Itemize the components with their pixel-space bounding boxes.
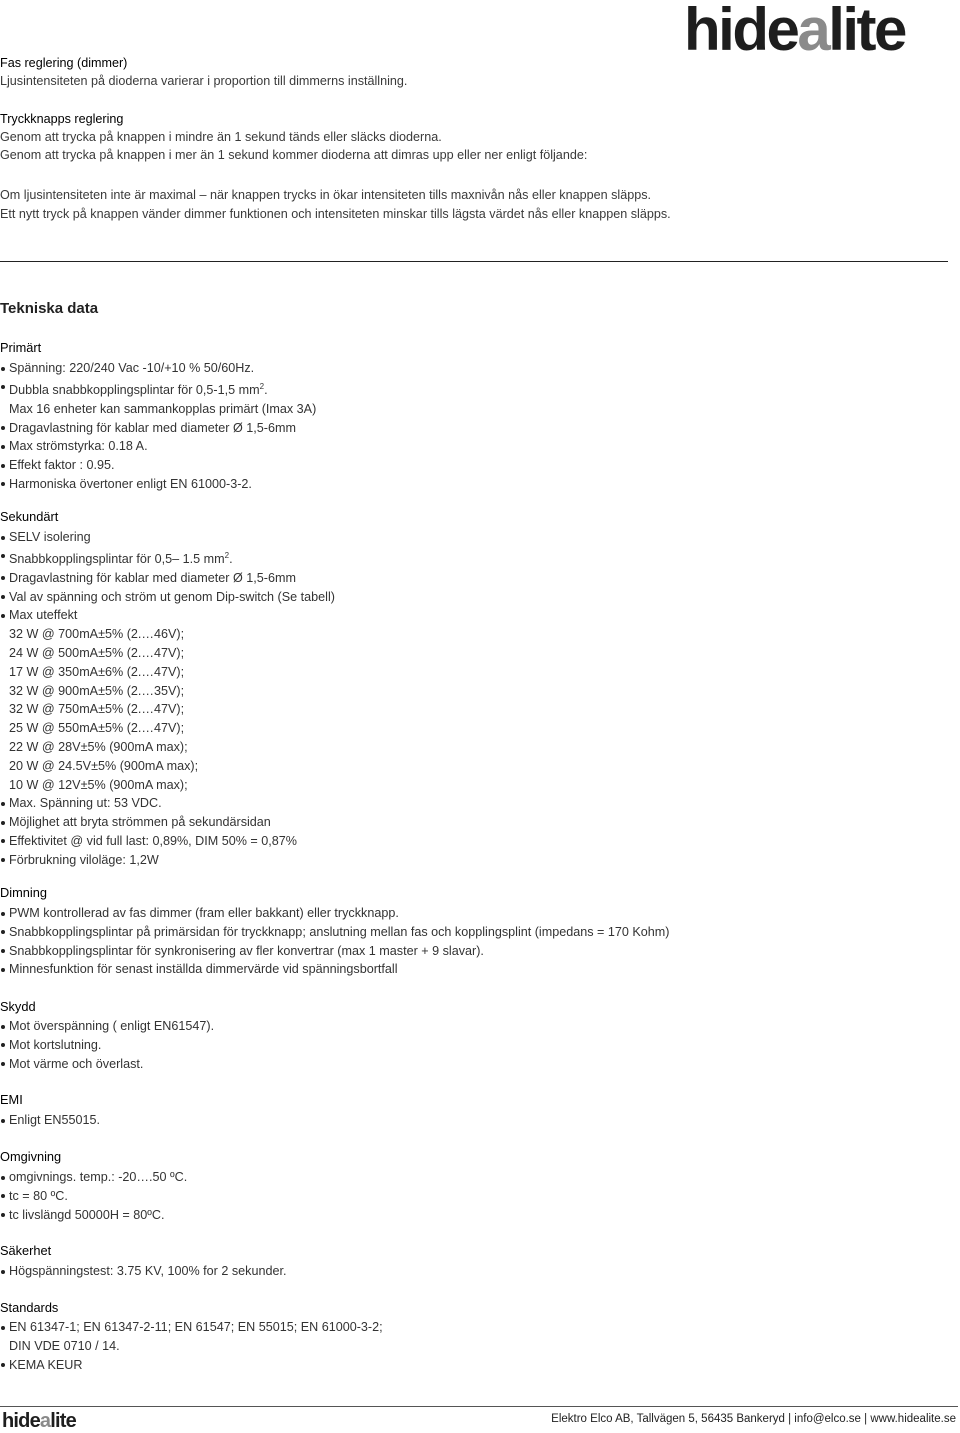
list-item-suffix: .	[229, 551, 233, 566]
footer-divider	[0, 1406, 958, 1407]
fas-reglering-text: Ljusintensiteten på dioderna varierar i proportion till dimmerns inställning.	[0, 74, 408, 88]
list-item-text: Val av spänning och ström ut genom Dip-switch (Se tabell)	[9, 589, 335, 604]
list-omgivning	[0, 1168, 187, 1224]
list-skydd	[0, 1017, 214, 1073]
list-item-text: 25 W @ 550mA±5% (2.…47V);	[9, 721, 185, 736]
list-sekundart	[0, 528, 335, 870]
list-item	[0, 776, 335, 795]
list-item-text: Effektivitet @ vid full last: 0,89%, DIM 50% = 0,87%	[9, 833, 297, 848]
section-title-dimning: Dimning	[0, 885, 47, 900]
list-item	[0, 682, 335, 701]
list-item	[0, 738, 335, 757]
list-item-text: Möjlighet att bryta strömmen på sekundärsidan	[9, 815, 271, 830]
list-item-text: 32 W @ 900mA±5% (2.…35V);	[9, 683, 185, 698]
list-item-text: Max uteffekt	[9, 608, 78, 623]
list-item	[0, 1017, 214, 1036]
list-item-text: Förbrukning viloläge: 1,2W	[9, 852, 159, 867]
list-item-text: PWM kontrollerad av fas dimmer (fram eller bakkant) eller tryckknapp.	[9, 906, 399, 920]
list-item	[0, 1036, 214, 1055]
list-dimning	[0, 904, 670, 979]
section-title-emi: EMI	[0, 1092, 23, 1107]
list-item	[0, 719, 335, 738]
intro-paragraph-2: Ett nytt tryck på knappen vänder dimmer funktionen och intensiteten minskar tills lägsta värdet nås eller knappen släpps.	[0, 207, 671, 221]
list-item-text: Mot kortslutning.	[9, 1037, 102, 1052]
list-item	[0, 475, 316, 494]
footer-logo-part1: hide	[2, 1410, 40, 1432]
section-title-standards: Standards	[0, 1300, 59, 1315]
list-item-text: 10 W @ 12V±5% (900mA max);	[9, 777, 188, 792]
list-item	[0, 528, 335, 547]
list-item	[0, 378, 316, 400]
section-title-primart: Primärt	[0, 340, 42, 355]
list-item-text: omgivnings. temp.: -20….50 ºC.	[9, 1170, 188, 1184]
footer-logo-part2: a	[39, 1410, 51, 1432]
list-item-text: Mot värme och överlast.	[9, 1056, 144, 1071]
section-title-sekundart: Sekundärt	[0, 509, 59, 524]
list-item	[0, 942, 670, 961]
footer-contact: Elektro Elco AB, Tallvägen 5, 56435 Bankeryd | info@elco.se | www.hidealite.se	[551, 1413, 956, 1425]
list-item-text: Max strömstyrka: 0.18 A.	[9, 439, 148, 454]
list-emi	[0, 1111, 100, 1130]
list-item-text: DIN VDE 0710 / 14.	[9, 1338, 120, 1353]
brand-logo	[684, 0, 905, 63]
list-item-text: 32 W @ 700mA±5% (2.…46V);	[9, 627, 185, 642]
list-item-text: SELV isolering	[9, 530, 91, 544]
list-item-text: Snabbkopplingsplintar på primärsidan för tryckknapp; anslutning mellan fas och kopplingsplint (impedans = 170 Kohm)	[9, 924, 670, 939]
list-item	[0, 960, 670, 979]
list-item-text: 20 W @ 24.5V±5% (900mA max);	[9, 758, 199, 773]
list-item	[0, 1055, 214, 1074]
list-primart	[0, 359, 316, 494]
list-item	[0, 794, 335, 813]
section-title-omgivning: Omgivning	[0, 1149, 62, 1164]
list-item	[0, 832, 335, 851]
list-item-text: 24 W @ 500mA±5% (2.…47V);	[9, 645, 185, 660]
list-item	[0, 1206, 187, 1225]
list-item	[0, 1318, 383, 1337]
list-item	[0, 606, 335, 625]
list-item	[0, 437, 316, 456]
list-item-text: Mot överspänning ( enligt EN61547).	[9, 1019, 215, 1033]
list-item	[0, 625, 335, 644]
list-item	[0, 1262, 287, 1281]
list-item	[0, 1337, 383, 1356]
section-title-sakerhet: Säkerhet	[0, 1243, 52, 1258]
list-item	[0, 813, 335, 832]
list-item-text: Högspänningstest: 3.75 KV, 100% for 2 sekunder.	[9, 1264, 287, 1278]
list-item-text: Dragavlastning för kablar med diameter Ø 1,5-6mm	[9, 570, 296, 585]
section-title-skydd: Skydd	[0, 999, 36, 1014]
list-item-text: Snabbkopplingsplintar för 0,5– 1.5 mm	[9, 551, 225, 566]
logo-text-part2: a	[797, 0, 829, 63]
list-item	[0, 700, 335, 719]
list-item	[0, 419, 316, 438]
divider	[0, 261, 948, 262]
list-item	[0, 644, 335, 663]
list-item	[0, 851, 335, 870]
list-item-text: Max 16 enheter kan sammankopplas primärt (Imax 3A)	[9, 401, 317, 416]
list-item-text: tc = 80 ºC.	[9, 1188, 68, 1203]
list-item	[0, 904, 670, 923]
list-item-text: Dragavlastning för kablar med diameter Ø 1,5-6mm	[9, 420, 296, 435]
list-standards	[0, 1318, 383, 1374]
tryckknapp-title: Tryckknapps reglering	[0, 112, 124, 126]
list-item	[0, 359, 316, 378]
list-item-text: Minnesfunktion för senast inställda dimmervärde vid spänningsbortfall	[9, 962, 398, 977]
list-item-text: Spänning: 220/240 Vac -10/+10 % 50/60Hz.	[9, 361, 255, 375]
list-item	[0, 1187, 187, 1206]
intro-paragraph-1: Om ljusintensiteten inte är maximal – när knappen trycks in ökar intensiteten tills maxnivån nås eller knappen släpps.	[0, 188, 652, 202]
list-item-text: Effekt faktor : 0.95.	[9, 458, 115, 473]
list-sakerhet	[0, 1262, 287, 1281]
list-item-text: tc livslängd 50000H = 80ºC.	[9, 1207, 165, 1222]
list-item	[0, 1356, 383, 1375]
list-item-text: Max. Spänning ut: 53 VDC.	[9, 796, 162, 811]
list-item-text: 22 W @ 28V±5% (900mA max);	[9, 739, 188, 754]
list-item-text: 17 W @ 350mA±6% (2.…47V);	[9, 664, 185, 679]
list-item-text: 32 W @ 750mA±5% (2.…47V);	[9, 702, 185, 717]
list-item	[0, 547, 335, 569]
tekniska-data-heading: Tekniska data	[0, 300, 99, 317]
list-item	[0, 569, 335, 588]
superscript: 2	[259, 381, 265, 391]
list-item-text: KEMA KEUR	[9, 1357, 83, 1372]
list-item-text: EN 61347-1; EN 61347-2-11; EN 61547; EN 55015; EN 61000-3-2;	[9, 1320, 383, 1334]
list-item-suffix: .	[264, 382, 268, 397]
tryckknapp-line-2: Genom att trycka på knappen i mer än 1 sekund kommer dioderna att dimras upp eller ner enligt följande:	[0, 148, 588, 162]
footer-logo	[2, 1409, 76, 1433]
footer-logo-part3: lite	[50, 1410, 76, 1432]
list-item	[0, 456, 316, 475]
tryckknapp-line-1: Genom att trycka på knappen i mindre än 1 sekund tänds eller släcks dioderna.	[0, 130, 442, 144]
list-item	[0, 923, 670, 942]
superscript: 2	[224, 550, 230, 560]
list-item-text: Dubbla snabbkopplingsplintar för 0,5-1,5 mm	[9, 382, 260, 397]
list-item	[0, 663, 335, 682]
list-item	[0, 588, 335, 607]
list-item	[0, 1111, 100, 1130]
fas-reglering-title: Fas reglering (dimmer)	[0, 56, 128, 70]
list-item	[0, 757, 335, 776]
logo-text-part3: lite	[828, 0, 905, 63]
list-item-text: Harmoniska övertoner enligt EN 61000-3-2.	[9, 476, 252, 491]
list-item	[0, 1168, 187, 1187]
list-item-text: Snabbkopplingsplintar för synkronisering av fler konvertrar (max 1 master + 9 slavar).	[9, 943, 484, 958]
list-item-text: Enligt EN55015.	[9, 1113, 101, 1127]
list-item	[0, 400, 316, 419]
logo-text-part1: hide	[684, 0, 798, 63]
